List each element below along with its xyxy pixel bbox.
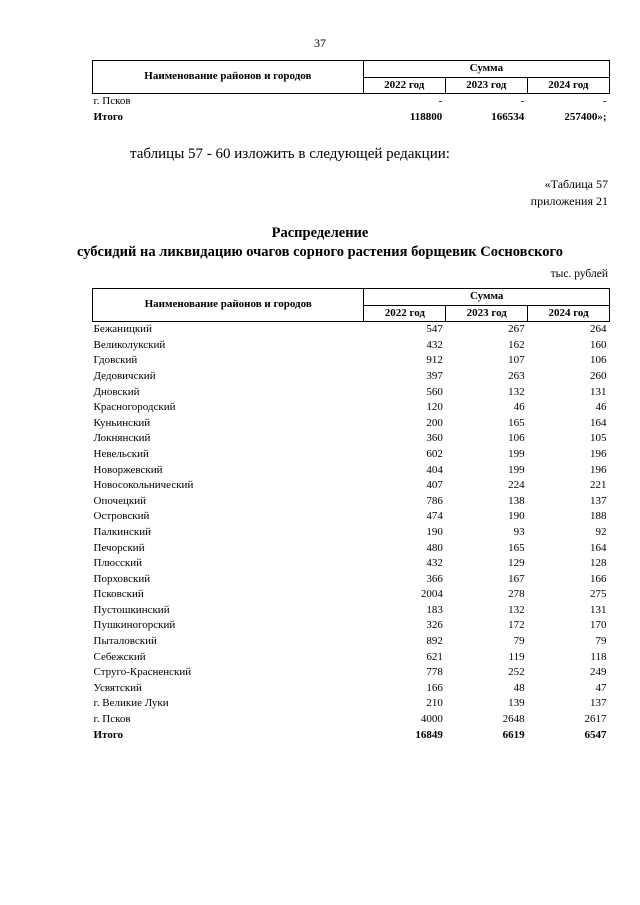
row-value: 92 [595,525,607,538]
row-value: 360 [426,432,443,445]
row-value: 480 [426,541,443,554]
table-row [93,431,610,447]
column-header-sum: Сумма [364,289,610,306]
document-title [0,224,640,262]
row-name: Локнянский [93,432,151,445]
table-row [93,650,610,666]
column-header-name: Наименование районов и городов [93,61,364,94]
row-value: 48 [513,681,525,694]
row-value: 892 [426,635,443,648]
row-value: 138 [508,494,525,507]
row-value: 432 [426,338,443,351]
row-name: Струго-Красненский [93,666,192,679]
row-value: 474 [426,510,443,523]
row-name: Новосокольнический [93,479,194,492]
row-name: Красногородский [93,401,176,414]
row-value: 6547 [584,728,607,741]
total-row [93,728,610,744]
row-name: Пушкиногорский [93,619,176,632]
table-row [93,556,610,572]
row-value: 432 [426,557,443,570]
row-value: 132 [508,603,525,616]
row-name: Невельский [93,447,149,460]
row-value: 190 [426,525,443,538]
row-name: Пыталовский [93,635,157,648]
table-row [93,618,610,634]
row-value: 16849 [415,728,443,741]
row-name: Печорский [93,541,145,554]
table-row [93,400,610,416]
row-name: Плюсский [93,557,143,570]
row-value: 547 [426,323,443,336]
row-value: 166 [590,572,607,585]
table-ref-line: приложения 21 [530,194,608,208]
table-row [93,447,610,463]
table-row [93,463,610,479]
row-value: 326 [426,619,443,632]
intro-text: таблицы 57 - 60 изложить в следующей редакции: [130,146,450,162]
row-value: 4000 [420,713,443,726]
row-value: 621 [426,650,443,663]
column-header-year: 2022 год [364,305,446,322]
column-header-year: 2024 год [528,305,610,322]
row-name: Себежский [93,650,146,663]
row-value: 137 [590,494,607,507]
row-value: 118 [590,650,607,663]
row-value: 106 [508,432,525,445]
table-distribution [92,288,610,743]
row-name: Дновский [93,385,140,398]
row-value: 257400»; [564,110,607,123]
row-value: - [602,95,607,108]
row-value: 199 [508,447,525,460]
title-line: Распределение [271,225,369,241]
row-name: Бежаницкий [93,323,152,336]
row-value: 2617 [584,713,607,726]
units-label: тыс. рублей [550,268,608,280]
row-value: 188 [590,510,607,523]
row-value: 786 [426,494,443,507]
row-value: 120 [426,401,443,414]
row-value: 190 [508,510,525,523]
row-value: 105 [590,432,607,445]
row-value: 165 [508,541,525,554]
row-value: 106 [590,354,607,367]
row-value: 252 [508,666,525,679]
column-header-year: 2023 год [445,77,527,94]
table-row [93,509,610,525]
row-value: 107 [508,354,525,367]
row-value: 79 [513,635,525,648]
row-name: Итого [93,110,124,123]
table-row [93,603,610,619]
row-value: 131 [590,385,607,398]
row-name: Палкинский [93,525,152,538]
table-row [93,478,610,494]
row-value: 397 [426,369,443,382]
table-row [93,338,610,354]
row-value: 137 [590,697,607,710]
table-ref-line: «Таблица 57 [544,177,608,191]
row-name: г. Великие Луки [93,697,169,710]
table-row [93,525,610,541]
row-value: 199 [508,463,525,476]
row-value: 119 [508,650,525,663]
row-name: Островский [93,510,150,523]
row-name: г. Псков [93,95,131,108]
row-value: 131 [590,603,607,616]
row-name: Куньинский [93,416,151,429]
row-value: 602 [426,447,443,460]
table-row [93,94,610,110]
row-name: Дедовичский [93,369,156,382]
row-value: 128 [590,557,607,570]
row-name: Итого [93,728,124,741]
table-row [93,572,610,588]
row-value: 407 [426,479,443,492]
table-row [93,712,610,728]
row-value: 267 [508,323,525,336]
row-value: 560 [426,385,443,398]
row-value: 912 [426,354,443,367]
table-row [93,322,610,338]
row-value: 164 [590,541,607,554]
row-value: 183 [426,603,443,616]
row-value: 170 [590,619,607,632]
row-name: Великолукский [93,338,166,351]
row-value: 221 [590,479,607,492]
row-value: 162 [508,338,525,351]
table-row [93,369,610,385]
row-value: - [520,95,525,108]
row-value: 129 [508,557,525,570]
row-value: 46 [595,401,607,414]
table-row [93,681,610,697]
row-name: Опочецкий [93,494,146,507]
row-name: Псковский [93,588,144,601]
row-value: 167 [508,572,525,585]
row-value: 2004 [420,588,443,601]
row-value: 164 [590,416,607,429]
row-name: г. Псков [93,713,131,726]
row-value: 200 [426,416,443,429]
row-value: 196 [590,463,607,476]
row-value: 778 [426,666,443,679]
title-line: субсидий на ликвидацию очагов сорного растения борщевик Сосновского [76,244,564,260]
table-row [93,416,610,432]
row-name: Новоржевский [93,463,163,476]
table-previous [92,60,610,125]
row-value: 2648 [502,713,525,726]
page-number: 37 [314,36,326,50]
row-value: 172 [508,619,525,632]
table-row [93,541,610,557]
row-value: 196 [590,447,607,460]
column-header-year: 2024 год [527,77,609,94]
row-value: 139 [508,697,525,710]
row-value: 260 [590,369,607,382]
table-row [93,665,610,681]
row-value: 93 [513,525,525,538]
table-reference [531,176,608,210]
row-value: 132 [508,385,525,398]
table-row [93,696,610,712]
row-value: 47 [595,681,607,694]
column-header-year: 2023 год [446,305,528,322]
row-value: 210 [426,697,443,710]
row-value: 275 [590,588,607,601]
row-value: 249 [590,666,607,679]
row-value: 224 [508,479,525,492]
row-value: 79 [595,635,607,648]
row-name: Усвятский [93,681,142,694]
row-value: 404 [426,463,443,476]
row-value: 6619 [502,728,525,741]
total-row [93,110,610,126]
row-value: - [438,95,443,108]
column-header-name: Наименование районов и городов [93,289,364,322]
row-name: Порховский [93,572,151,585]
table-row [93,587,610,603]
row-value: 263 [508,369,525,382]
table-row [93,634,610,650]
row-value: 165 [508,416,525,429]
row-value: 278 [508,588,525,601]
row-name: Пустошкинский [93,603,170,616]
row-value: 166534 [491,110,525,123]
row-value: 264 [590,323,607,336]
column-header-sum: Сумма [363,61,609,78]
row-value: 46 [513,401,525,414]
row-value: 118800 [409,110,443,123]
row-name: Гдовский [93,354,138,367]
row-value: 166 [426,681,443,694]
row-value: 160 [590,338,607,351]
row-value: 366 [426,572,443,585]
table-row [93,494,610,510]
table-row [93,353,610,369]
table-row [93,385,610,401]
column-header-year: 2022 год [363,77,445,94]
